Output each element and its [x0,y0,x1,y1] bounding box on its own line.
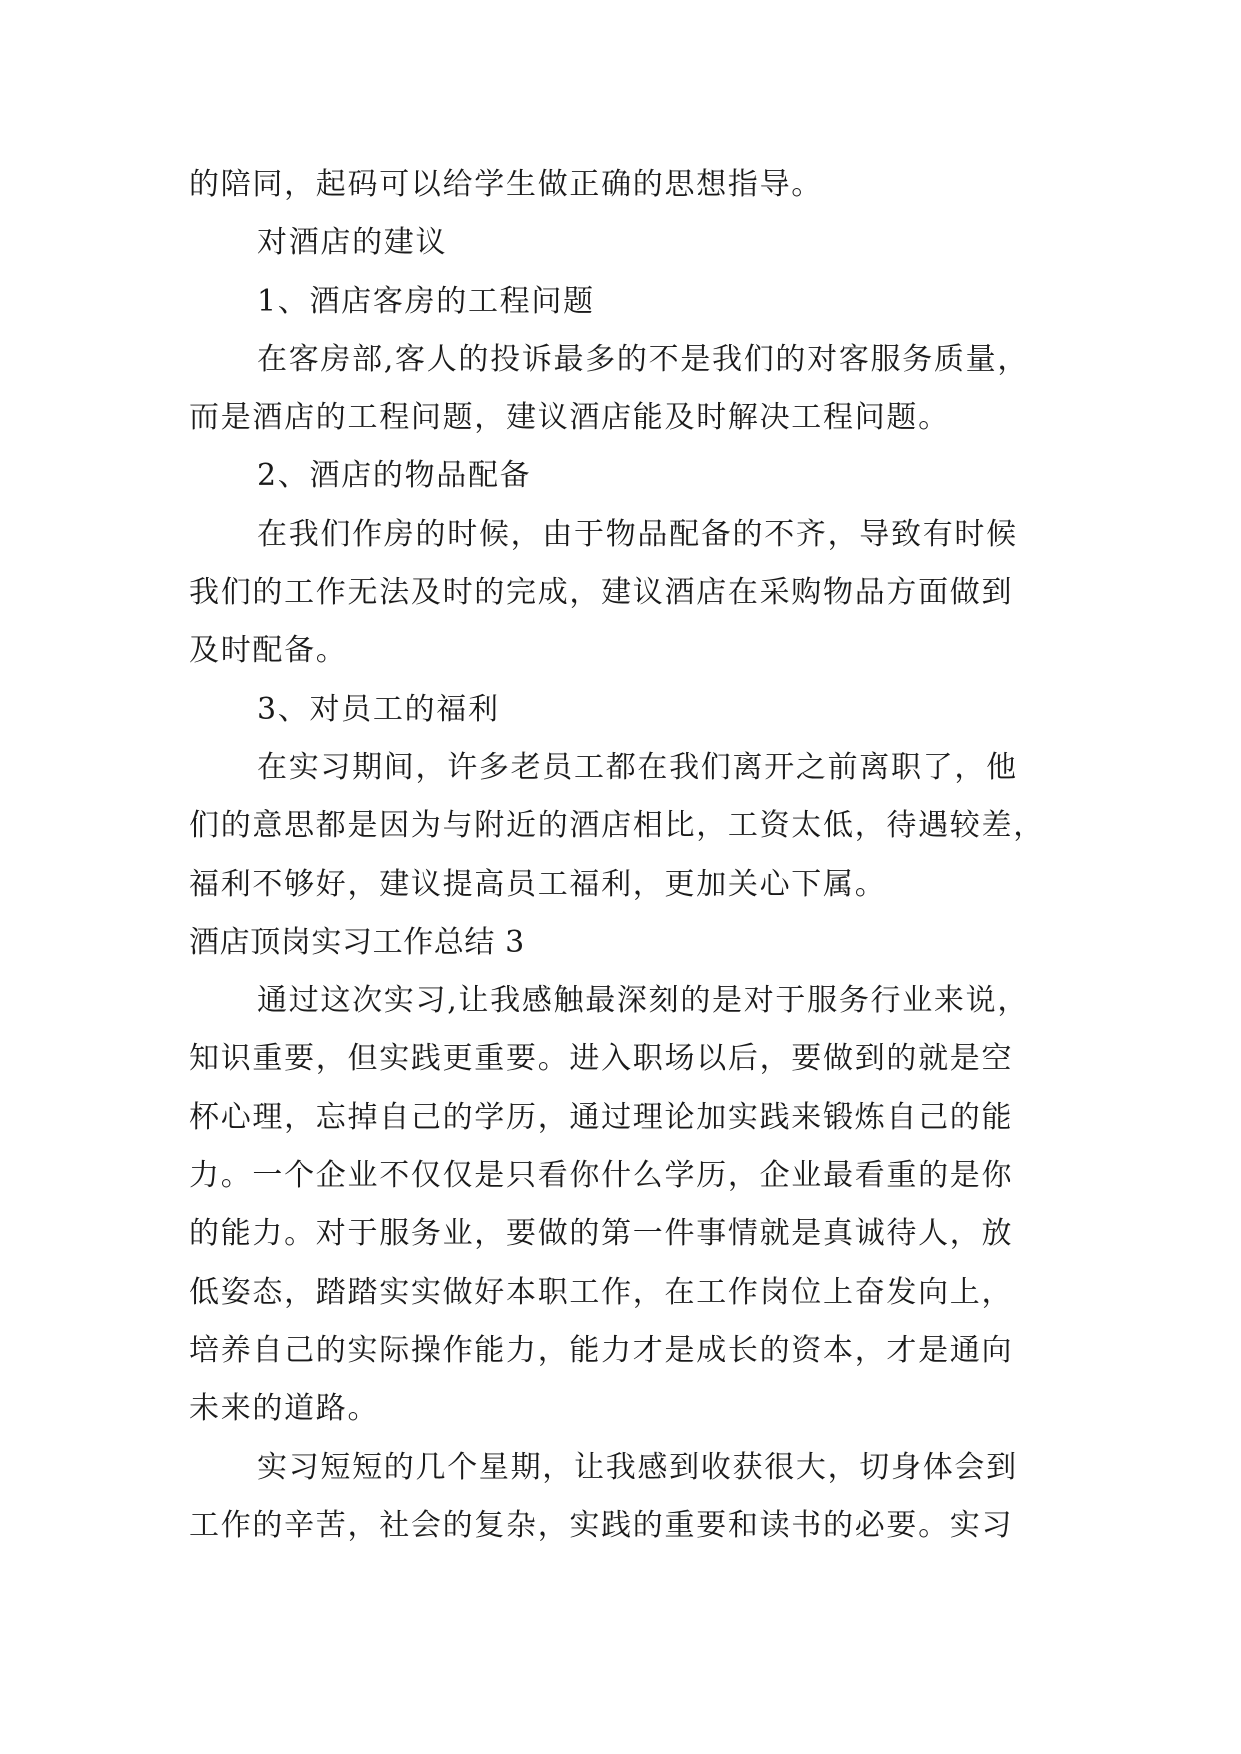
text-line: 对酒店的建议 [257,225,448,261]
text-line: 2、酒店的物品配备 [257,458,532,494]
section-heading: 酒店顶岗实习工作总结 3 [189,924,525,960]
text-line: 我们的工作无法及时的完成，建议酒店在采购物品方面做到 [189,575,1014,611]
text-line: 的能力。对于服务业，要做的第一件事情就是真诚待人，放 [189,1216,1014,1252]
text-line: 及时配备。 [189,633,348,669]
text-line: 通过这次实习,让我感触最深刻的是对于服务行业来说， [257,983,1030,1019]
text-line: 知识重要，但实践更重要。进入职场以后，要做到的就是空 [189,1041,1014,1077]
text-line: 工作的辛苦，社会的复杂，实践的重要和读书的必要。实习 [189,1507,1014,1543]
text-line: 在客房部,客人的投诉最多的不是我们的对客服务质量， [257,341,1030,377]
text-line: 培养自己的实际操作能力，能力才是成长的资本，才是通向 [189,1332,1014,1368]
text-line: 福利不够好，建议提高员工福利，更加关心下属。 [189,866,887,902]
text-line: 的陪同，起码可以给学生做正确的思想指导。 [189,167,823,202]
text-line: 低姿态，踏踏实实做好本职工作，在工作岗位上奋发向上， [189,1274,1014,1310]
text-line: 力。一个企业不仅仅是只看你什么学历，企业最看重的是你 [189,1158,1014,1194]
document-body [189,156,1059,1555]
text-line: 杯心理，忘掉自己的学历，通过理论加实践来锻炼自己的能 [189,1099,1014,1135]
text-line: 在我们作房的时候，由于物品配备的不齐，导致有时候 [257,516,1018,552]
text-line: 在实习期间，许多老员工都在我们离开之前离职了，他 [257,749,1018,785]
text-line: 们的意思都是因为与附近的酒店相比，工资太低，待遇较差， [189,808,1045,844]
text-line: 3、对员工的福利 [257,691,500,727]
text-line: 实习短短的几个星期，让我感到收获很大，切身体会到 [257,1449,1018,1485]
text-line: 未来的道路。 [189,1391,380,1427]
text-line: 1、酒店客房的工程问题 [257,283,595,319]
text-line: 而是酒店的工程问题，建议酒店能及时解决工程问题。 [189,400,950,436]
